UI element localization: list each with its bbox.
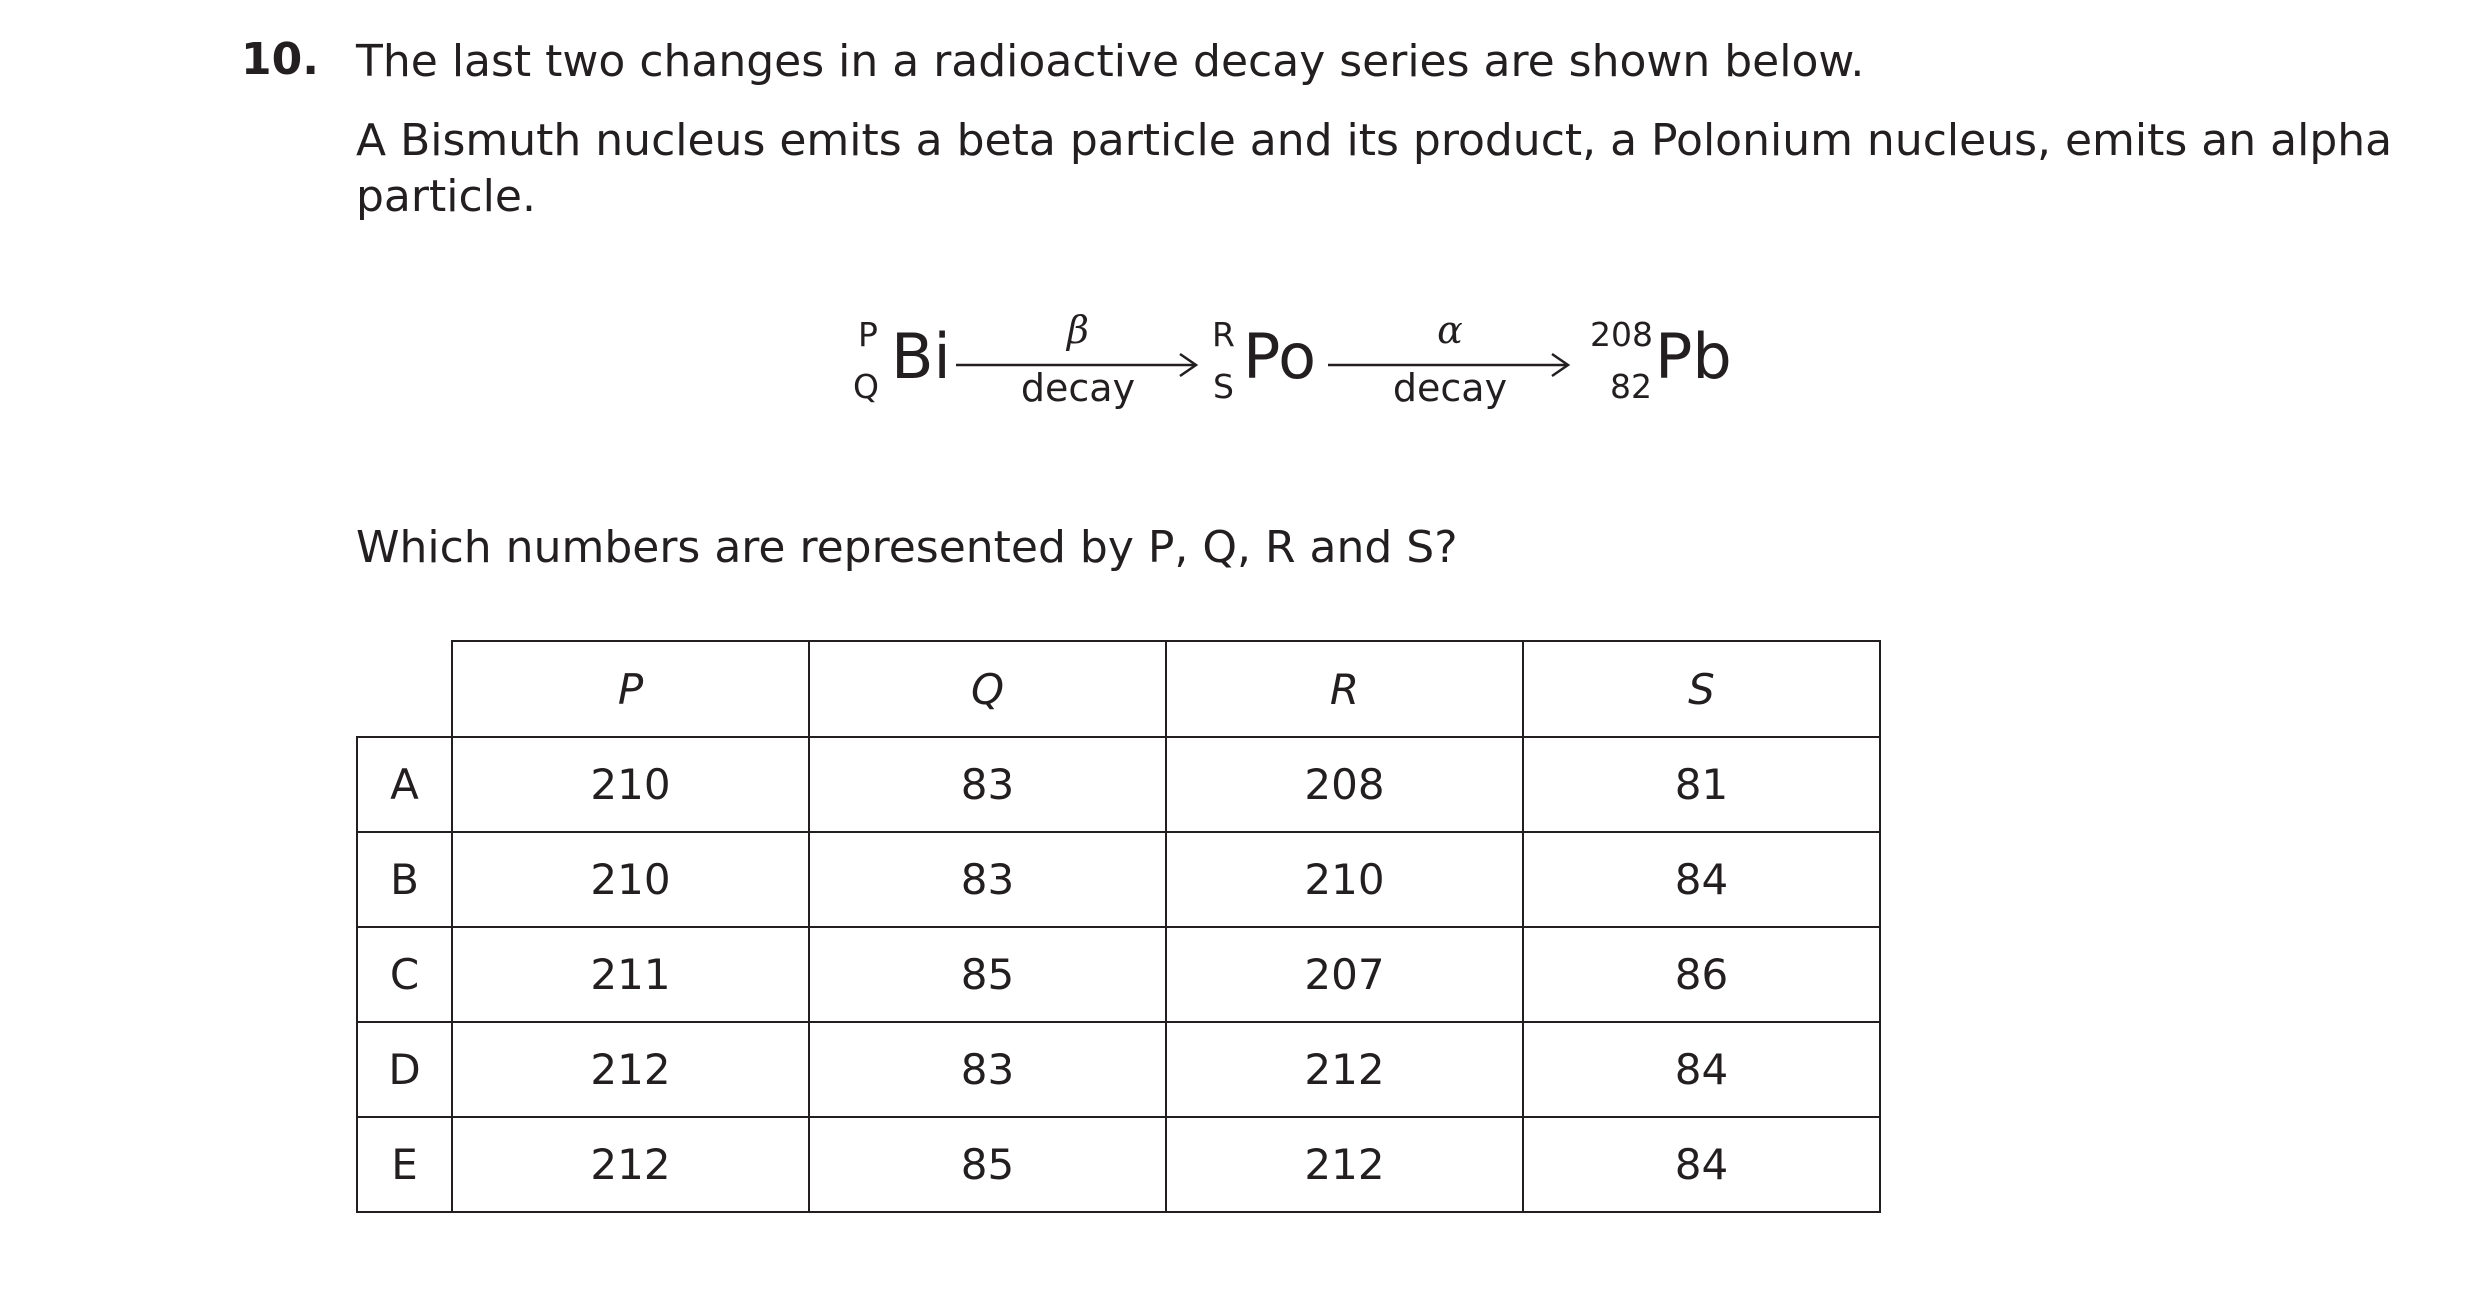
column-header-s: S bbox=[1523, 641, 1880, 737]
po-mass-number: R bbox=[1212, 315, 1235, 354]
pb-symbol: Pb bbox=[1655, 320, 1732, 393]
option-value-r: 208 bbox=[1166, 737, 1523, 832]
question-prompt: Which numbers are represented by P, Q, R and S? bbox=[356, 522, 1458, 573]
pb-atomic-number: 82 bbox=[1610, 367, 1652, 406]
option-value-q: 83 bbox=[809, 737, 1166, 832]
option-row-d[interactable] bbox=[357, 1022, 1880, 1117]
option-value-p: 210 bbox=[452, 832, 809, 927]
option-label: D bbox=[357, 1022, 452, 1117]
bi-symbol: Bi bbox=[891, 320, 951, 393]
option-value-q: 85 bbox=[809, 1117, 1166, 1212]
option-row-e[interactable] bbox=[357, 1117, 1880, 1212]
answer-options-table bbox=[356, 640, 1881, 1213]
option-value-p: 211 bbox=[452, 927, 809, 1022]
question-text-line-3: particle. bbox=[356, 171, 536, 222]
beta-decay-label: decay bbox=[1020, 366, 1136, 410]
option-row-a[interactable] bbox=[357, 737, 1880, 832]
option-label: E bbox=[357, 1117, 452, 1212]
bi-mass-number: P bbox=[858, 315, 878, 354]
option-value-r: 210 bbox=[1166, 832, 1523, 927]
option-value-s: 81 bbox=[1523, 737, 1880, 832]
column-header-q: Q bbox=[809, 641, 1166, 737]
option-value-q: 83 bbox=[809, 1022, 1166, 1117]
option-value-r: 212 bbox=[1166, 1022, 1523, 1117]
option-value-s: 84 bbox=[1523, 1022, 1880, 1117]
option-label: A bbox=[357, 737, 452, 832]
option-label: B bbox=[357, 832, 452, 927]
bi-atomic-number: Q bbox=[853, 367, 879, 406]
option-value-s: 84 bbox=[1523, 832, 1880, 927]
beta-symbol: β bbox=[1067, 308, 1089, 352]
option-value-q: 83 bbox=[809, 832, 1166, 927]
column-header-p: P bbox=[452, 641, 809, 737]
option-value-r: 207 bbox=[1166, 927, 1523, 1022]
po-symbol: Po bbox=[1243, 320, 1317, 393]
option-value-s: 84 bbox=[1523, 1117, 1880, 1212]
option-value-s: 86 bbox=[1523, 927, 1880, 1022]
table-header-row bbox=[357, 641, 1880, 737]
option-value-q: 85 bbox=[809, 927, 1166, 1022]
option-value-r: 212 bbox=[1166, 1117, 1523, 1212]
option-value-p: 210 bbox=[452, 737, 809, 832]
option-row-c[interactable] bbox=[357, 927, 1880, 1022]
option-row-b[interactable] bbox=[357, 832, 1880, 927]
alpha-decay-label: decay bbox=[1392, 366, 1508, 410]
question-text-line-1: The last two changes in a radioactive decay series are shown below. bbox=[356, 36, 1865, 87]
question-number: 10. bbox=[241, 34, 319, 85]
alpha-symbol: α bbox=[1437, 308, 1463, 352]
option-value-p: 212 bbox=[452, 1117, 809, 1212]
option-value-p: 212 bbox=[452, 1022, 809, 1117]
po-atomic-number: S bbox=[1213, 367, 1234, 406]
pb-mass-number: 208 bbox=[1590, 315, 1653, 354]
column-header-r: R bbox=[1166, 641, 1523, 737]
empty-corner-cell bbox=[357, 641, 452, 737]
option-label: C bbox=[357, 927, 452, 1022]
question-text-line-2: A Bismuth nucleus emits a beta particle and its product, a Polonium nucleus, emits an alpha bbox=[356, 115, 2393, 166]
